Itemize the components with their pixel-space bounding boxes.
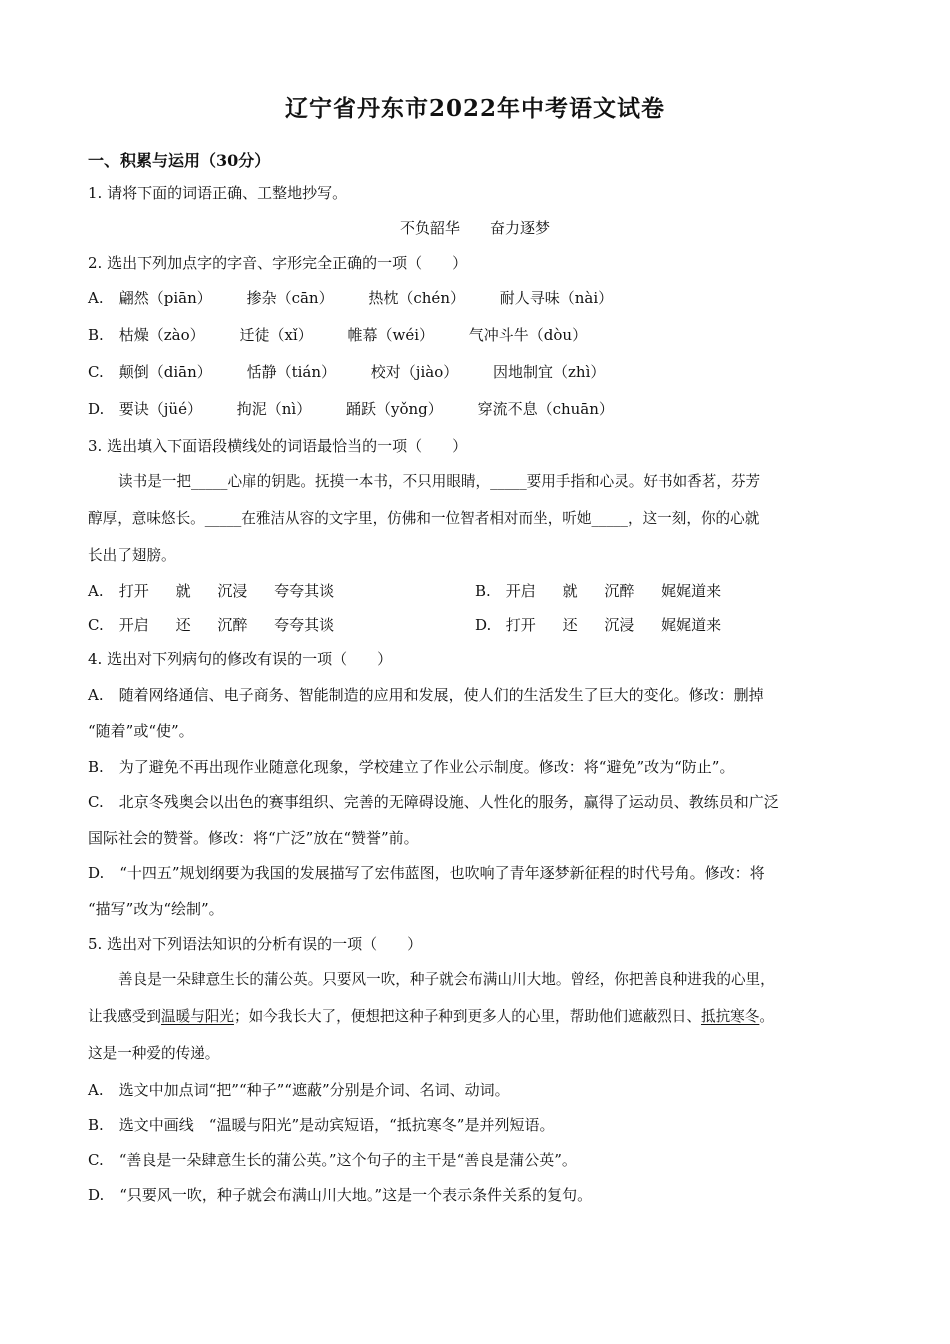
option-key: C. <box>88 616 104 634</box>
option-word: 踊跃（yǒng） <box>346 400 443 418</box>
underlined-phrase: 温暖与阳光 <box>160 1008 234 1025</box>
question-4-stem: 4. 选出对下列病句的修改有误的一项（ ） <box>88 650 393 668</box>
question-4-option-c-cont: 国际社会的赞誉。修改：将“广泛”放在“赞誉”前。 <box>88 829 419 847</box>
question-3-stem: 3. 选出填入下面语段横线处的词语最恰当的一项（ ） <box>88 437 468 455</box>
option-word: 穿流不息（chuān） <box>477 400 614 418</box>
option-word: 还 <box>175 616 191 634</box>
question-2-option-c[interactable] <box>88 361 635 383</box>
question-2-stem: 2. 选出下列加点字的字音、字形完全正确的一项（ ） <box>88 254 468 272</box>
question-3-option-d[interactable] <box>475 614 743 636</box>
option-key: B. <box>475 582 491 600</box>
question-5-option-a[interactable]: A. 选文中加点词“把”“种子”“遮蔽”分别是介词、名词、动词。 <box>88 1081 510 1099</box>
option-word: 迁徒（xǐ） <box>239 326 313 344</box>
option-word: 热枕（chén） <box>368 289 465 307</box>
option-word: 就 <box>562 582 578 600</box>
option-word: 翩然（piān） <box>118 289 212 307</box>
option-word: 颠倒（diān） <box>118 363 212 381</box>
question-4-option-d[interactable]: D. “十四五”规划纲要为我国的发展描写了宏伟蓝图，也吹响了青年逐梦新征程的时代号角。修改：将 <box>88 864 765 882</box>
question-3-option-a[interactable] <box>88 580 356 602</box>
question-3-option-c[interactable] <box>88 614 356 636</box>
option-word: 沉醉 <box>217 616 248 634</box>
question-4-option-c[interactable]: C. 北京冬残奥会以出色的赛事组织、完善的无障碍设施、人性化的服务，赢得了运动员、教练员和广泛 <box>88 793 779 811</box>
option-word: 气冲斗牛（dòu） <box>468 326 588 344</box>
option-key: A. <box>88 582 104 600</box>
underlined-phrase: 抵抗寒冬 <box>700 1008 760 1025</box>
question-2-option-a[interactable] <box>88 287 643 309</box>
question-3-passage-line: 醇厚，意味悠长。_____在雅洁从容的文字里，仿佛和一位智者相对而坐，听她_____，这一刻，你的心就 <box>88 510 760 527</box>
option-key: D. <box>88 400 105 418</box>
option-word: 因地制宜（zhì） <box>493 363 606 381</box>
option-word: 夸夸其谈 <box>274 582 335 600</box>
option-word: 耐人寻味（nài） <box>499 289 614 307</box>
option-word: 沉醉 <box>604 582 635 600</box>
option-word: 沉浸 <box>217 582 248 600</box>
option-word: 打开 <box>118 582 149 600</box>
question-1-stem: 1. 请将下面的词语正确、工整地抄写。 <box>88 184 348 202</box>
question-4-option-d-cont: “描写”改为“绘制”。 <box>88 900 224 918</box>
option-word: 要诀（jüé） <box>118 400 202 418</box>
question-4-option-a-cont: “随着”或“使”。 <box>88 722 194 740</box>
option-word: 娓娓道来 <box>661 582 722 600</box>
option-word: 夸夸其谈 <box>274 616 335 634</box>
question-5-stem: 5. 选出对下列语法知识的分析有误的一项（ ） <box>88 935 423 953</box>
option-word: 娓娓道来 <box>661 616 722 634</box>
option-key: A. <box>88 289 104 307</box>
option-key: C. <box>88 363 104 381</box>
option-key: D. <box>475 616 492 634</box>
option-word: 开启 <box>118 616 149 634</box>
page-title: 辽宁省丹东市2022年中考语文试卷 <box>284 95 665 122</box>
question-3-option-b[interactable] <box>475 580 743 602</box>
option-word: 沉浸 <box>604 616 635 634</box>
question-3-passage-line: 读书是一把_____心扉的钥匙。抚摸一本书，不只用眼睛，_____要用手指和心灵。好书如香茗，芬芳 <box>118 473 761 490</box>
question-5-passage-line: 善良是一朵肆意生长的蒲公英。只要风一吹，种子就会布满山川大地。曾经，你把善良种进我的心里， <box>118 971 775 988</box>
option-word: 开启 <box>505 582 536 600</box>
question-5-option-c[interactable]: C. “善良是一朵肆意生长的蒲公英。”这个句子的主干是“善良是蒲公英”。 <box>88 1151 577 1169</box>
question-3-passage-line: 长出了翅膀。 <box>88 547 176 564</box>
question-4-option-a[interactable]: A. 随着网络通信、电子商务、智能制造的应用和发展，使人们的生活发生了巨大的变化。修改：删掉 <box>88 686 764 704</box>
option-word: 就 <box>175 582 191 600</box>
question-4-option-b[interactable]: B. 为了避免不再出现作业随意化现象，学校建立了作业公示制度。修改：将“避免”改为“防止”。 <box>88 758 735 776</box>
question-5-passage-line: 这是一种爱的传递。 <box>88 1045 220 1062</box>
option-word: 拘泥（nì） <box>236 400 312 418</box>
passage-text: 。 <box>759 1008 774 1025</box>
option-word: 恬静（tián） <box>246 363 337 381</box>
question-1-words: 不负韶华 奋力逐梦 <box>399 219 550 237</box>
question-2-option-b[interactable] <box>88 324 617 346</box>
question-5-option-d[interactable]: D. “只要风一吹，种子就会布满山川大地。”这是一个表示条件关系的复句。 <box>88 1186 593 1204</box>
option-word: 掺杂（cān） <box>246 289 334 307</box>
question-2-option-d[interactable] <box>88 398 644 420</box>
question-5-passage-line <box>88 1007 774 1027</box>
question-5-option-b[interactable]: B. 选文中画线 “温暖与阳光”是动宾短语，“抵抗寒冬”是并列短语。 <box>88 1116 555 1134</box>
option-word: 校对（jiào） <box>370 363 459 381</box>
passage-text: 让我感受到 <box>88 1008 161 1025</box>
passage-text: ；如今我长大了，便想把这种子种到更多人的心里，帮助他们遮蔽烈日、 <box>233 1008 701 1025</box>
section-heading: 一、积累与运用（30分） <box>88 151 271 170</box>
option-word: 打开 <box>505 616 536 634</box>
option-word: 帷幕（wéi） <box>347 326 435 344</box>
option-word: 还 <box>562 616 578 634</box>
option-key: B. <box>88 326 104 344</box>
option-word: 枯燥（zào） <box>118 326 205 344</box>
